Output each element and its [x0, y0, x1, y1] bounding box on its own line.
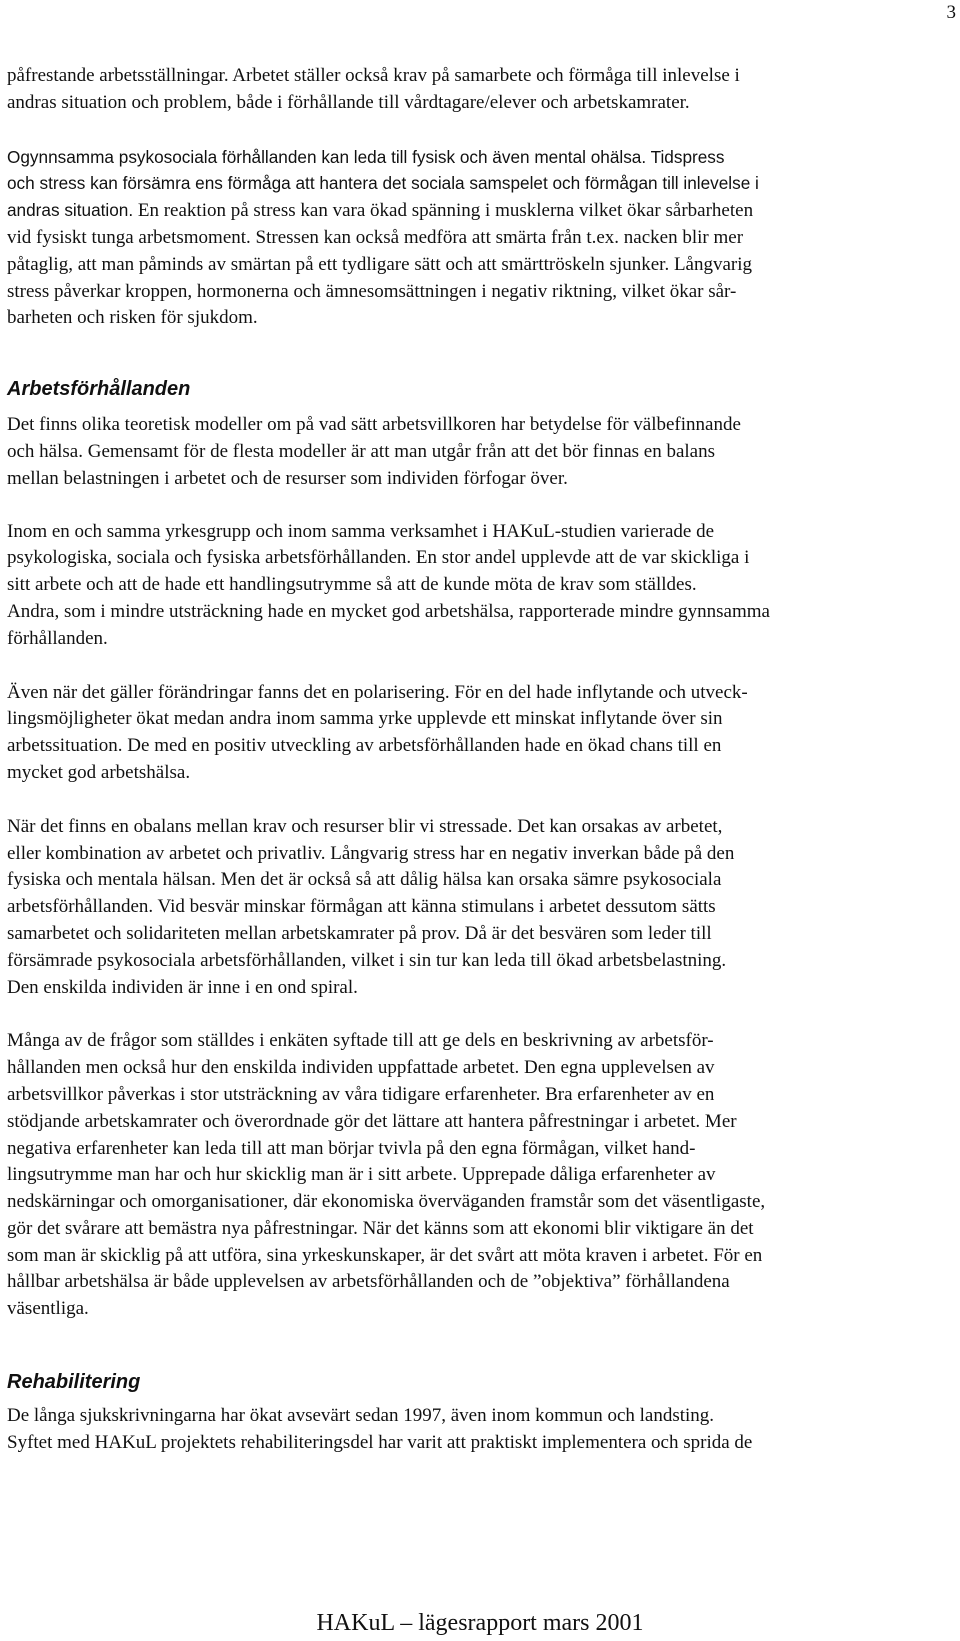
text-line: mycket god arbetshälsa.	[7, 761, 191, 783]
text-line: påtaglig, att man påminds av smärtan på ett tydligare sätt och att smärttröskeln sjunker. Långvarig	[7, 253, 753, 275]
text-line: och hälsa. Gemensamt för de flesta modeller är att man utgår från att det bör finnas en balans	[7, 440, 716, 462]
text-line: vid fysiskt tunga arbetsmoment. Stressen kan också medföra att smärta från t.ex. nacken blir mer	[7, 226, 744, 248]
text-line: Den enskilda individen är inne i en ond spiral.	[7, 976, 358, 998]
section-heading: Rehabilitering	[7, 1371, 141, 1394]
text-line: påfrestande arbetsställningar. Arbetet ställer också krav på samarbete och förmåga till inlevelse i	[7, 65, 740, 86]
text-line: lingsmöjligheter ökat medan andra inom samma yrke upplevde ett minskat inflytande över sin	[7, 708, 723, 730]
page-number: 3	[946, 2, 956, 23]
text-line: Inom en och samma yrkesgrupp och inom samma verksamhet i HAKuL-studien varierade de	[7, 520, 715, 542]
text-line: arbetsförhållanden. Vid besvär minskar förmågan att känna stimulans i arbetet dessutom sätts	[7, 896, 716, 918]
paragraph	[7, 1403, 953, 1457]
paragraph	[7, 814, 953, 1002]
text-line: nedskärningar och omorganisationer, där ekonomiska överväganden framstår som det väsentligaste,	[7, 1191, 766, 1213]
text-line: De långa sjukskrivningarna har ökat avsevärt sedan 1997, även inom kommun och landsting.	[7, 1405, 715, 1427]
text-line: arbetsvillkor påverkas i stor utsträckning av våra tidigare erfarenheter. Bra erfarenheter av en	[7, 1083, 715, 1105]
text-line: lingsutrymme man har och hur skicklig man är i sitt arbete. Upprepade dåliga erfarenheter av	[7, 1164, 716, 1186]
document-body	[7, 63, 953, 1457]
text-line: som man är skicklig på att utföra, sina yrkeskunskaper, är det svårt att möta kraven i arbetet. För en	[7, 1244, 763, 1266]
text-line: sitt arbete och att de hade ett handlingsutrymme så att de kunde möta de krav som ställdes.	[7, 574, 697, 596]
text-line: eller kombination av arbetet och privatliv. Långvarig stress har en negativ inverkan både på den	[7, 842, 735, 864]
text-line: När det finns en obalans mellan krav och resurser blir vi stressade. Det kan orsakas av arbetet,	[7, 815, 723, 837]
text-line: barheten och risken för sjukdom.	[7, 307, 258, 329]
text-line: arbetssituation. De med en positiv utveckling av arbetsförhållanden hade en ökad chans till en	[7, 735, 722, 757]
text-line: mellan belastningen i arbetet och de resurser som individen förfogar över.	[7, 467, 568, 489]
paragraph	[7, 144, 953, 333]
text-line: negativa erfarenheter kan leda till att man börjar tvivla på den egna förmågan, vilket hand-	[7, 1137, 696, 1159]
paragraph	[7, 412, 953, 492]
text-line: förhållanden.	[7, 627, 108, 649]
paragraph	[7, 519, 953, 653]
text-line: stödjande arbetskamrater och överordnade gör det lättare att hantera påfrestningar i arbetet. Mer	[7, 1110, 737, 1132]
text-line: och stress kan försämra ens förmåga att hantera det sociala samspelet och förmågan till inlevelse i	[7, 173, 759, 194]
paragraph	[7, 63, 953, 117]
paragraph	[7, 680, 953, 787]
text-line: Många av de frågor som ställdes i enkäten syftade till att ge dels en beskrivning av arbetsför-	[7, 1030, 714, 1052]
text-line: försämrade psykosociala arbetsförhållanden, vilket i sin tur kan leda till ökad arbetsbelastning.	[7, 949, 727, 971]
text-line: psykologiska, sociala och fysiska arbetsförhållanden. En stor andel upplevde att de var skickliga i	[7, 547, 750, 569]
paragraph	[7, 1028, 953, 1323]
text-line: stress påverkar kroppen, hormonerna och ämnesomsättningen i negativ riktning, vilket ökar sår-	[7, 280, 737, 302]
text-line: fysiska och mentala hälsan. Men det är också så att dålig hälsa kan orsaka sämre psykosociala	[7, 869, 722, 891]
text-line: Syftet med HAKuL projektets rehabiliteringsdel har varit att praktiskt implementera och sprida de	[7, 1431, 753, 1453]
text-line: samarbetet och solidariteten mellan arbetskamrater på prov. Då är det besvären som leder till	[7, 922, 712, 944]
text-fragment: andras situation.	[7, 200, 134, 221]
text-line: väsentliga.	[7, 1298, 89, 1320]
page-footer: HAKuL – lägesrapport mars 2001	[316, 1610, 644, 1636]
text-line: gör det svårare att bemästra nya påfrestningar. När det känns som att ekonomi blir viktigare än det	[7, 1217, 754, 1239]
text-line: Även när det gäller förändringar fanns det en polarisering. För en del hade inflytande och utveck-	[7, 681, 748, 703]
text-line: Ogynnsamma psykosociala förhållanden kan leda till fysisk och även mental ohälsa. Tidspress	[7, 146, 725, 167]
text-line: andras situation och problem, både i förhållande till vårdtagare/elever och arbetskamrater.	[7, 91, 690, 113]
section-heading: Arbetsförhållanden	[7, 378, 191, 401]
text-line: hållanden men också hur den enskilda individen uppfattade arbetet. Den egna upplevelsen av	[7, 1057, 715, 1079]
text-line: Andra, som i mindre utsträckning hade en mycket god arbetshälsa, rapporterade mindre gynnsamma	[7, 600, 770, 622]
text-line: Det finns olika teoretisk modeller om på vad sätt arbetsvillkoren har betydelse för välbefinnande	[7, 414, 741, 436]
text-line: hållbar arbetshälsa är både upplevelsen av arbetsförhållanden och de ”objektiva” förhållandena	[7, 1271, 730, 1293]
text-fragment: En reaktion på stress kan vara ökad spänning i musklerna vilket ökar sårbarheten	[133, 200, 754, 222]
